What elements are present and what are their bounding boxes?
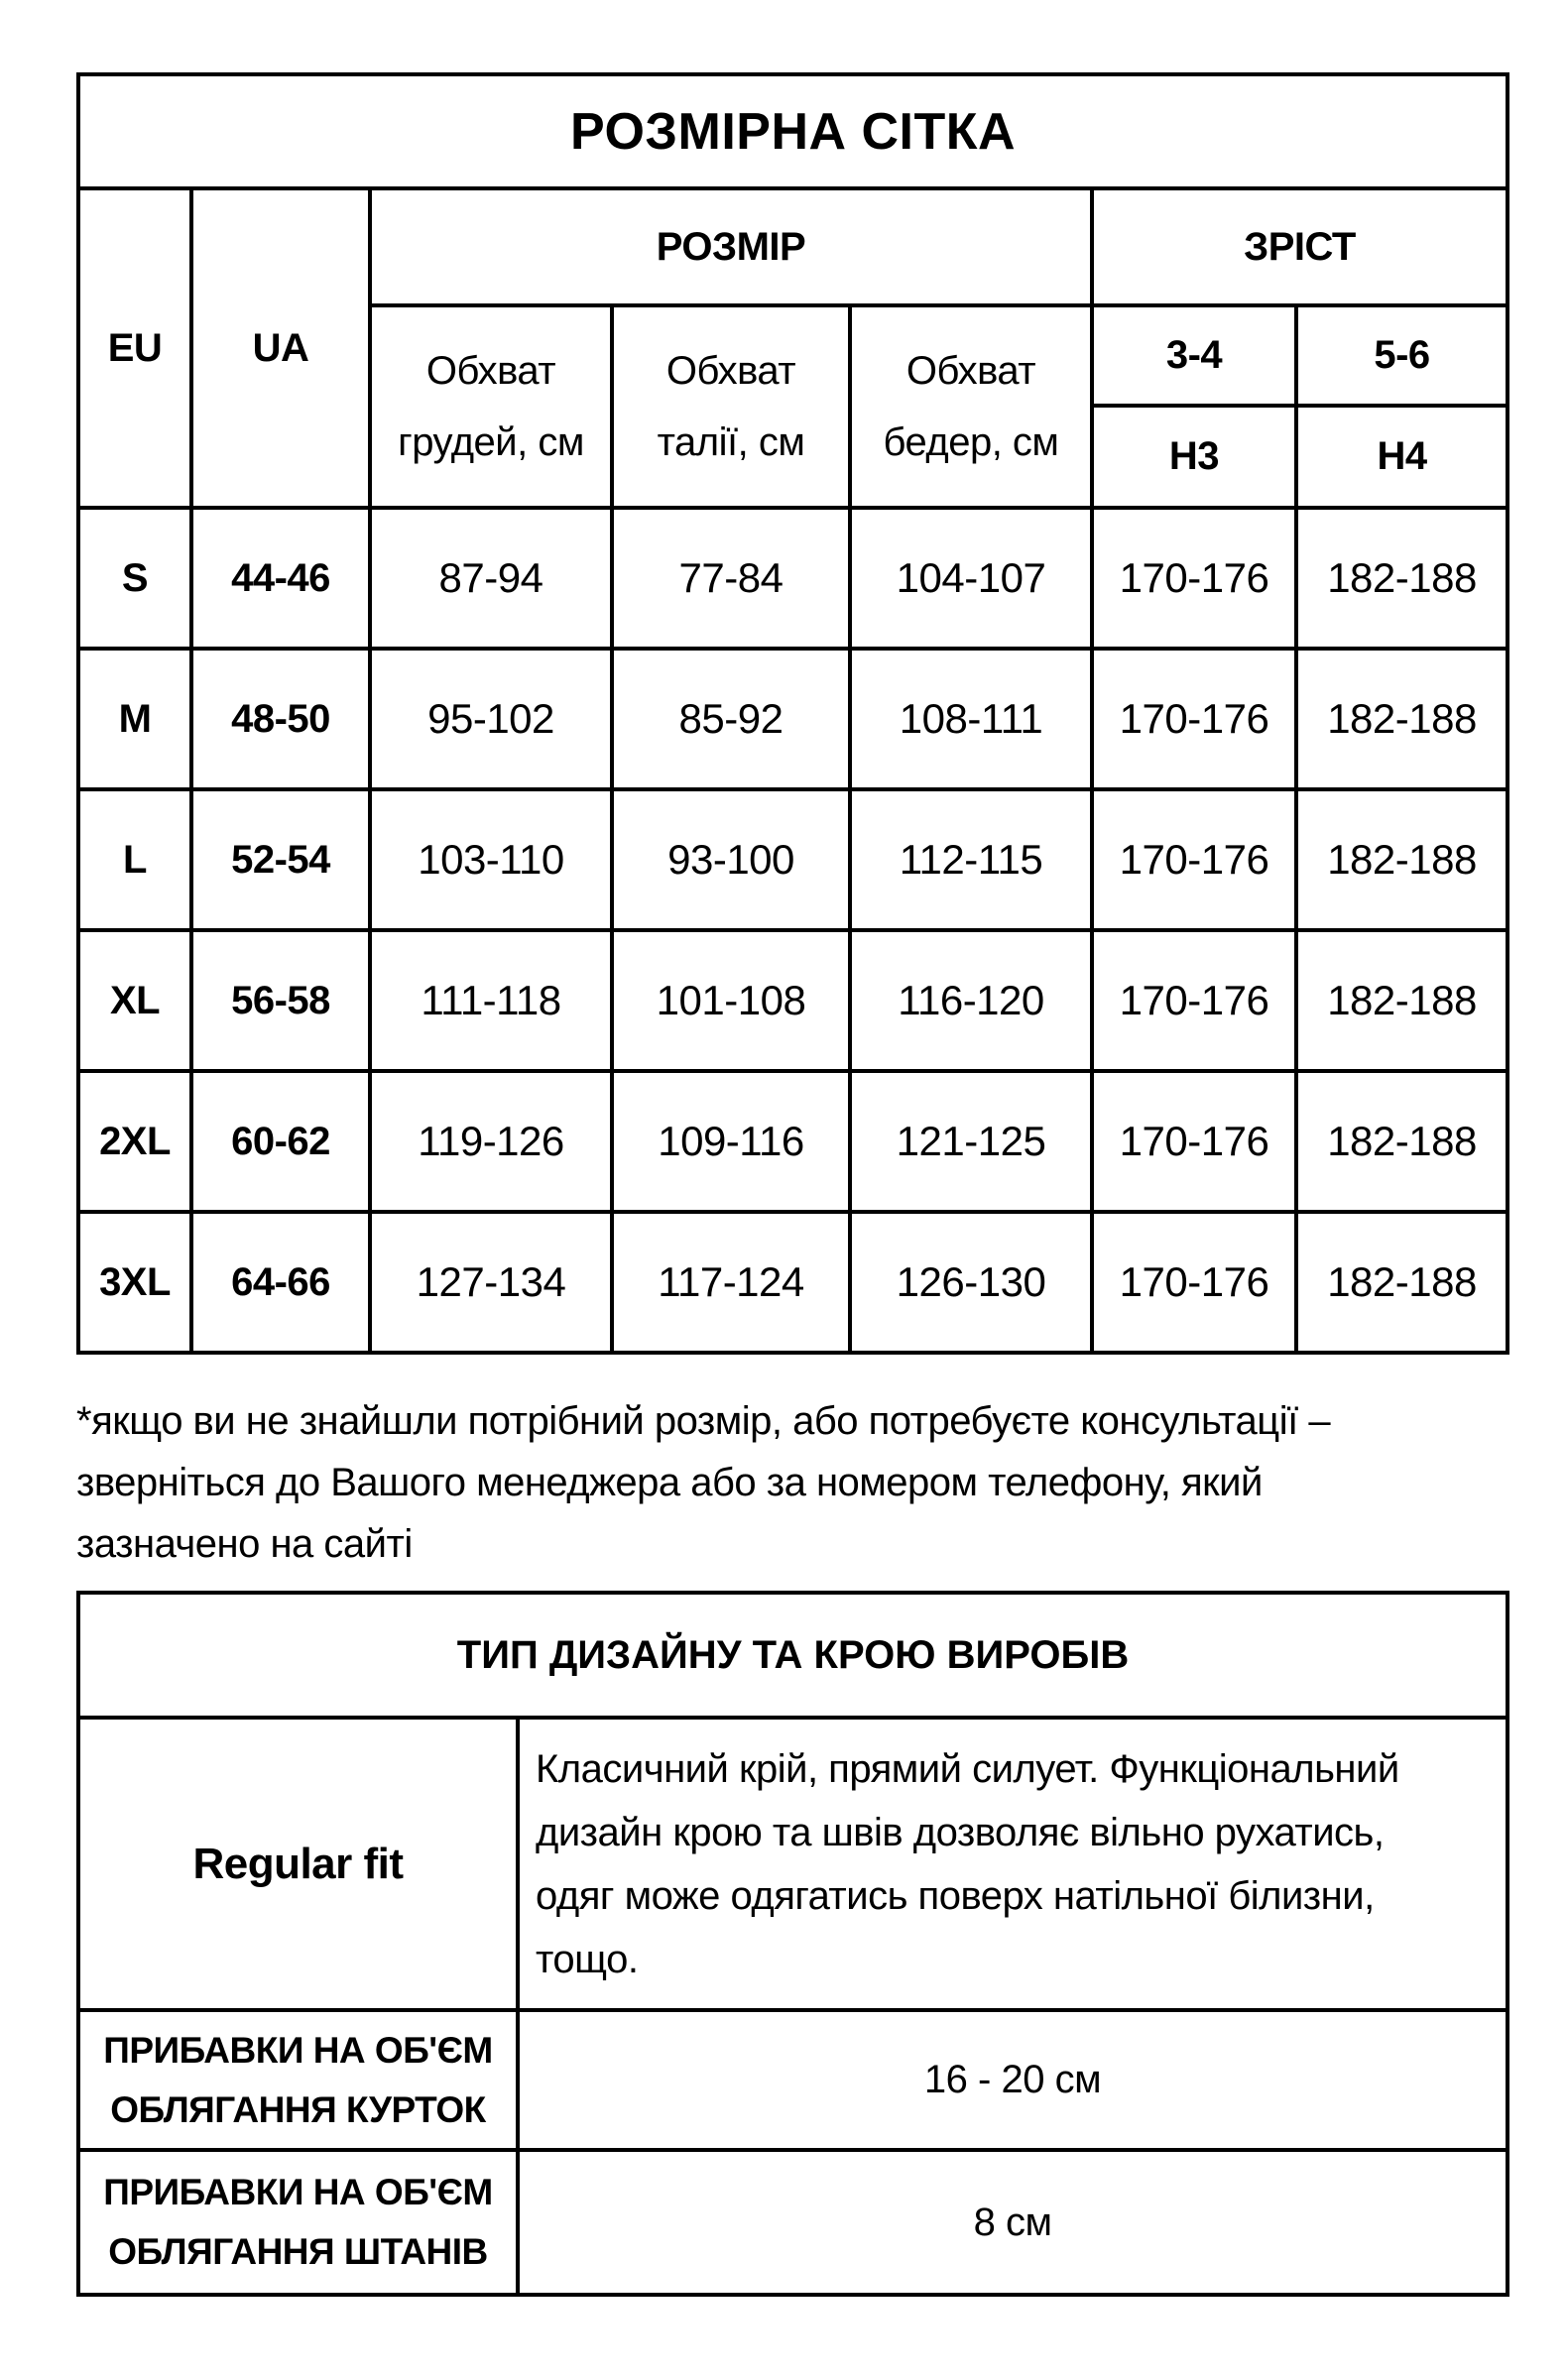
pants-allowance-label: ПРИБАВКИ НА ОБ'ЄМ ОБЛЯГАННЯ ШТАНІВ (78, 2150, 518, 2295)
footnote-line: зазначено на сайті (76, 1522, 413, 1566)
cell-eu: XL (78, 930, 191, 1071)
height-range-5-6: 5-6 (1296, 305, 1508, 406)
height-range-3-4: 3-4 (1092, 305, 1296, 406)
table-row-3xl (78, 1212, 1508, 1353)
cell-waist: 85-92 (612, 649, 850, 789)
group-header-size: РОЗМІР (370, 188, 1092, 305)
cell-height-h4: 182-188 (1296, 508, 1508, 649)
cell-hips: 108-111 (850, 649, 1092, 789)
cell-waist: 93-100 (612, 789, 850, 930)
cell-height-h4: 182-188 (1296, 649, 1508, 789)
cell-hips: 104-107 (850, 508, 1092, 649)
cell-ua: 60-62 (191, 1071, 370, 1212)
fit-description-line: дизайн крою та швів дозволяє вільно рухатись, (536, 1810, 1385, 1854)
cell-ua: 64-66 (191, 1212, 370, 1353)
cell-height-h3: 170-176 (1092, 1071, 1296, 1212)
sub-header-waist: Обхват талії, см (612, 305, 850, 508)
cell-chest: 87-94 (370, 508, 612, 649)
design-table (76, 1591, 1509, 2297)
cell-chest: 119-126 (370, 1071, 612, 1212)
sub-header-hips: Обхват бедер, см (850, 305, 1092, 508)
pants-allowance-row (78, 2150, 1508, 2295)
cell-eu: 2XL (78, 1071, 191, 1212)
size-table-title-row (78, 74, 1508, 188)
table-row-xl (78, 930, 1508, 1071)
cell-chest: 95-102 (370, 649, 612, 789)
cell-chest: 127-134 (370, 1212, 612, 1353)
cell-height-h4: 182-188 (1296, 1071, 1508, 1212)
size-table-title: РОЗМІРНА СІТКА (78, 74, 1508, 188)
jacket-allowance-label: ПРИБАВКИ НА ОБ'ЄМ ОБЛЯГАННЯ КУРТОК (78, 2010, 518, 2150)
col-header-eu: EU (78, 188, 191, 508)
cell-height-h3: 170-176 (1092, 508, 1296, 649)
cell-chest: 111-118 (370, 930, 612, 1071)
design-table-title-row (78, 1593, 1508, 1718)
cell-hips: 121-125 (850, 1071, 1092, 1212)
cell-waist: 101-108 (612, 930, 850, 1071)
cell-height-h3: 170-176 (1092, 649, 1296, 789)
cell-eu: M (78, 649, 191, 789)
sub-header-chest: Обхват грудей, см (370, 305, 612, 508)
cell-ua: 48-50 (191, 649, 370, 789)
cell-ua: 52-54 (191, 789, 370, 930)
cell-waist: 109-116 (612, 1071, 850, 1212)
cell-eu: S (78, 508, 191, 649)
cell-ua: 56-58 (191, 930, 370, 1071)
size-table-group-header-row (78, 188, 1508, 305)
height-code-h4: Н4 (1296, 406, 1508, 508)
cell-hips: 112-115 (850, 789, 1092, 930)
jacket-allowance-value: 16 - 20 см (518, 2010, 1508, 2150)
table-row-m (78, 649, 1508, 789)
size-footnote (76, 1390, 1506, 1575)
jacket-allowance-row (78, 2010, 1508, 2150)
cell-waist: 117-124 (612, 1212, 850, 1353)
regular-fit-row (78, 1718, 1508, 2010)
cell-hips: 126-130 (850, 1212, 1092, 1353)
cell-eu: 3XL (78, 1212, 191, 1353)
fit-description-line: Класичний крій, прямий силует. Функціональний (536, 1746, 1399, 1791)
group-header-height: ЗРІСТ (1092, 188, 1508, 305)
cell-ua: 44-46 (191, 508, 370, 649)
cell-waist: 77-84 (612, 508, 850, 649)
footnote-line: *якщо ви не знайшли потрібний розмір, або потребуєте консультації – (76, 1399, 1331, 1443)
fit-description-line: одяг може одягатись поверх натільної білизни, (536, 1873, 1375, 1918)
table-row-l (78, 789, 1508, 930)
fit-description-line: тощо. (536, 1937, 639, 1981)
cell-height-h4: 182-188 (1296, 789, 1508, 930)
cell-chest: 103-110 (370, 789, 612, 930)
footnote-line: зверніться до Вашого менеджера або за номером телефону, який (76, 1461, 1263, 1504)
cell-height-h4: 182-188 (1296, 1212, 1508, 1353)
design-table-title: ТИП ДИЗАЙНУ ТА КРОЮ ВИРОБІВ (78, 1593, 1508, 1718)
height-code-h3: Н3 (1092, 406, 1296, 508)
table-row-s (78, 508, 1508, 649)
table-row-2xl (78, 1071, 1508, 1212)
pants-allowance-value: 8 см (518, 2150, 1508, 2295)
cell-height-h4: 182-188 (1296, 930, 1508, 1071)
cell-hips: 116-120 (850, 930, 1092, 1071)
cell-height-h3: 170-176 (1092, 789, 1296, 930)
size-table (76, 72, 1509, 1355)
cell-height-h3: 170-176 (1092, 930, 1296, 1071)
fit-type-label: Regular fit (78, 1718, 518, 2010)
cell-height-h3: 170-176 (1092, 1212, 1296, 1353)
col-header-ua: UA (191, 188, 370, 508)
cell-eu: L (78, 789, 191, 930)
fit-type-description (518, 1718, 1508, 2010)
